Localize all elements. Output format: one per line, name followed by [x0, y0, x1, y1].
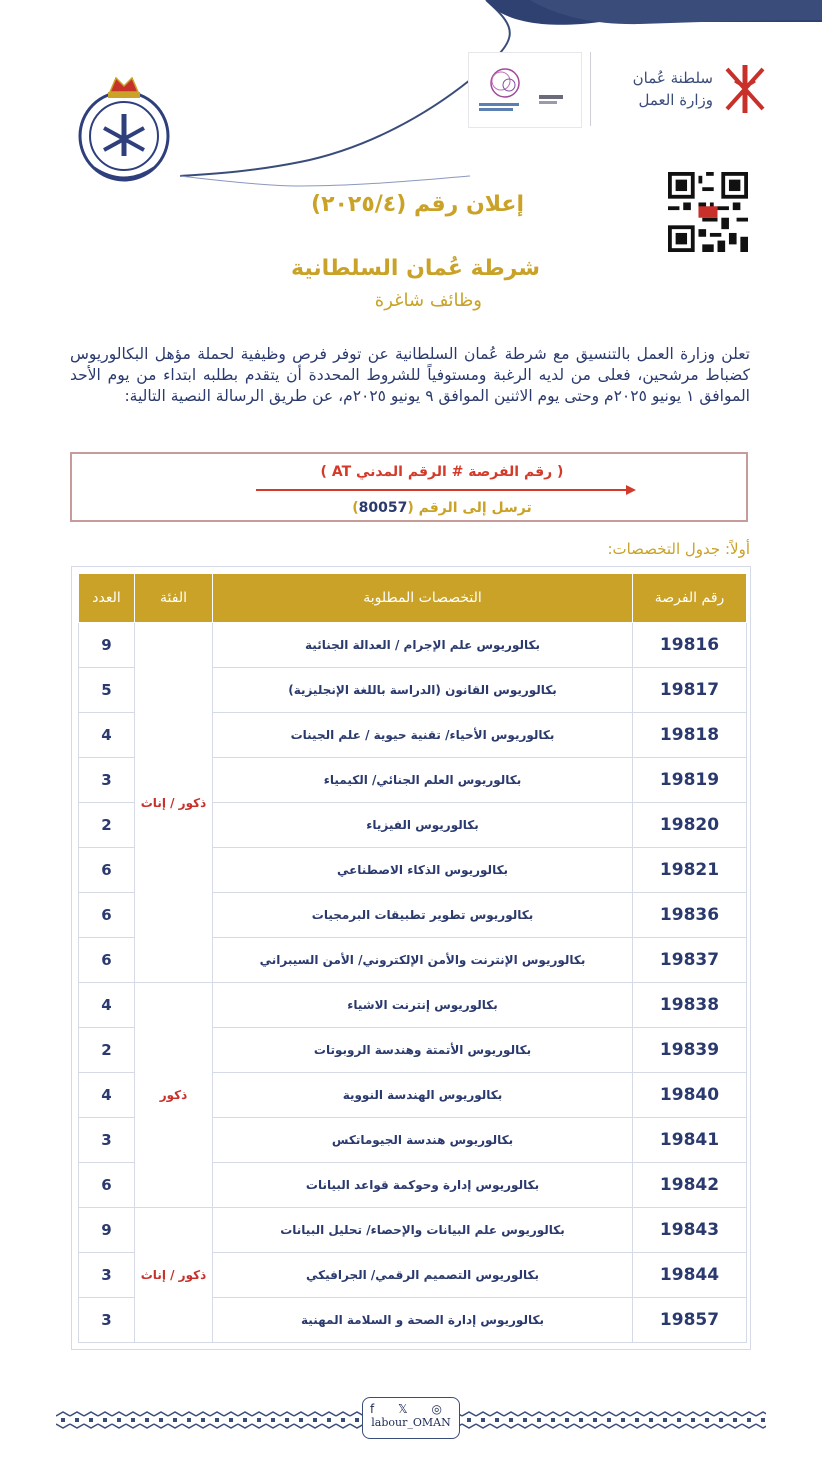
specialization: بكالوريوس إنترنت الاشياء [213, 983, 633, 1028]
header-specializations: التخصصات المطلوبة [213, 574, 633, 623]
specialization: بكالوريوس الأتمتة وهندسة الروبوتات [213, 1028, 633, 1073]
opportunity-number: 19818 [633, 713, 747, 758]
opportunity-number: 19819 [633, 758, 747, 803]
sms-format: ( رقم الفرصة # الرقم المدني AT ) [320, 464, 564, 480]
specialization: بكالوريوس العلم الجنائي/ الكيمياء [213, 758, 633, 803]
opportunity-number: 19857 [633, 1298, 747, 1343]
specializations-table [78, 573, 747, 1343]
category: ذكور / إناث [135, 623, 213, 983]
specialization: بكالوريوس التصميم الرقمي/ الجرافيكي [213, 1253, 633, 1298]
count: 3 [79, 1253, 135, 1298]
opportunity-number: 19840 [633, 1073, 747, 1118]
opportunity-number: 19821 [633, 848, 747, 893]
opportunity-number: 19836 [633, 893, 747, 938]
category: ذكور [135, 983, 213, 1208]
specialization: بكالوريوس القانون (الدراسة باللغة الإنجليزية) [213, 668, 633, 713]
opportunity-number: 19842 [633, 1163, 747, 1208]
ministry-of-labour-logo [590, 52, 769, 126]
count: 9 [79, 1208, 135, 1253]
specializations-table-frame [71, 566, 751, 1350]
count: 3 [79, 758, 135, 803]
specialization: بكالوريوس علم البيانات والإحصاء/ تحليل البيانات [213, 1208, 633, 1253]
opportunity-number: 19838 [633, 983, 747, 1028]
count: 2 [79, 803, 135, 848]
social-icons: f 𝕏 ◎ [370, 1402, 452, 1416]
opportunity-number: 19843 [633, 1208, 747, 1253]
intro-paragraph: تعلن وزارة العمل بالتنسيق مع شرطة عُمان السلطانية عن توفر فرص وظيفية لحملة مؤهل البكالوريوس كضباط مرشحين، فعلى من لديه الرغبة ومستوفياً للشروط المحددة أن يتقدم بطلبه ابتداء من يوم الأحد الموافق ١ يونيو ٢٠٢٥م وحتى يوم الاثنين الموافق ٩ يونيو ٢٠٢٥م، عن طريق الرسالة النصية التالية: [70, 345, 750, 405]
royal-oman-police-emblem [72, 70, 176, 186]
social-handle[interactable]: labour_OMAN [371, 1416, 451, 1429]
header-count: العدد [79, 574, 135, 623]
specialization: بكالوريوس علم الإجرام / العدالة الجنائية [213, 623, 633, 668]
specialization: بكالوريوس الهندسة النووية [213, 1073, 633, 1118]
category: ذكور / إناث [135, 1208, 213, 1343]
specialization: بكالوريوس الإنترنت والأمن الإلكتروني/ الأمن السيبراني [213, 938, 633, 983]
sms-instructions-box [70, 452, 748, 522]
header-opportunity-number: رقم الفرصة [633, 574, 747, 623]
announcement-title: إعلان رقم (٢٠٢٥/٤) [311, 192, 524, 217]
qr-code-icon [668, 172, 748, 252]
oman-national-emblem-icon [721, 59, 769, 119]
count: 6 [79, 893, 135, 938]
opportunity-number: 19841 [633, 1118, 747, 1163]
oman-vision-logo-box [468, 52, 582, 128]
opportunity-number: 19817 [633, 668, 747, 713]
table-row [79, 623, 747, 668]
social-media-badge[interactable] [362, 1397, 460, 1439]
count: 2 [79, 1028, 135, 1073]
count: 6 [79, 938, 135, 983]
header-category: الفئة [135, 574, 213, 623]
vacancies-subtitle: وظائف شاغرة [374, 290, 482, 311]
sms-number: 80057 [358, 500, 408, 516]
count: 5 [79, 668, 135, 713]
specialization: بكالوريوس الأحياء/ تقنية حيوية / علم الجينات [213, 713, 633, 758]
count: 6 [79, 1163, 135, 1208]
sms-send-suffix: ) [352, 500, 359, 516]
ministry-name [633, 67, 713, 111]
count: 4 [79, 983, 135, 1028]
section-title: أولاً: جدول التخصصات: [607, 540, 750, 558]
opportunity-number: 19816 [633, 623, 747, 668]
organization-name: شرطة عُمان السلطانية [291, 256, 540, 281]
opportunity-number: 19837 [633, 938, 747, 983]
opportunity-number: 19820 [633, 803, 747, 848]
ministry-line1: سلطنة عُمان [632, 69, 713, 87]
arrow-right-icon [256, 484, 636, 496]
ministry-line2: وزارة العمل [638, 91, 713, 109]
specialization: بكالوريوس الفيزياء [213, 803, 633, 848]
specialization: بكالوريوس الذكاء الاصطناعي [213, 848, 633, 893]
count: 3 [79, 1118, 135, 1163]
specialization: بكالوريوس إدارة وحوكمة قواعد البيانات [213, 1163, 633, 1208]
sms-send-line [252, 500, 632, 516]
vision-2040-logo [469, 53, 581, 127]
table-row [79, 1208, 747, 1253]
opportunity-number: 19844 [633, 1253, 747, 1298]
count: 9 [79, 623, 135, 668]
count: 4 [79, 1073, 135, 1118]
specialization: بكالوريوس إدارة الصحة و السلامة المهنية [213, 1298, 633, 1343]
specialization: بكالوريوس تطوير تطبيقات البرمجيات [213, 893, 633, 938]
opportunity-number: 19839 [633, 1028, 747, 1073]
count: 4 [79, 713, 135, 758]
specialization: بكالوريوس هندسة الجيوماتكس [213, 1118, 633, 1163]
count: 6 [79, 848, 135, 893]
count: 3 [79, 1298, 135, 1343]
sms-send-prefix: ترسل إلى الرقم ( [407, 500, 532, 516]
table-row [79, 983, 747, 1028]
